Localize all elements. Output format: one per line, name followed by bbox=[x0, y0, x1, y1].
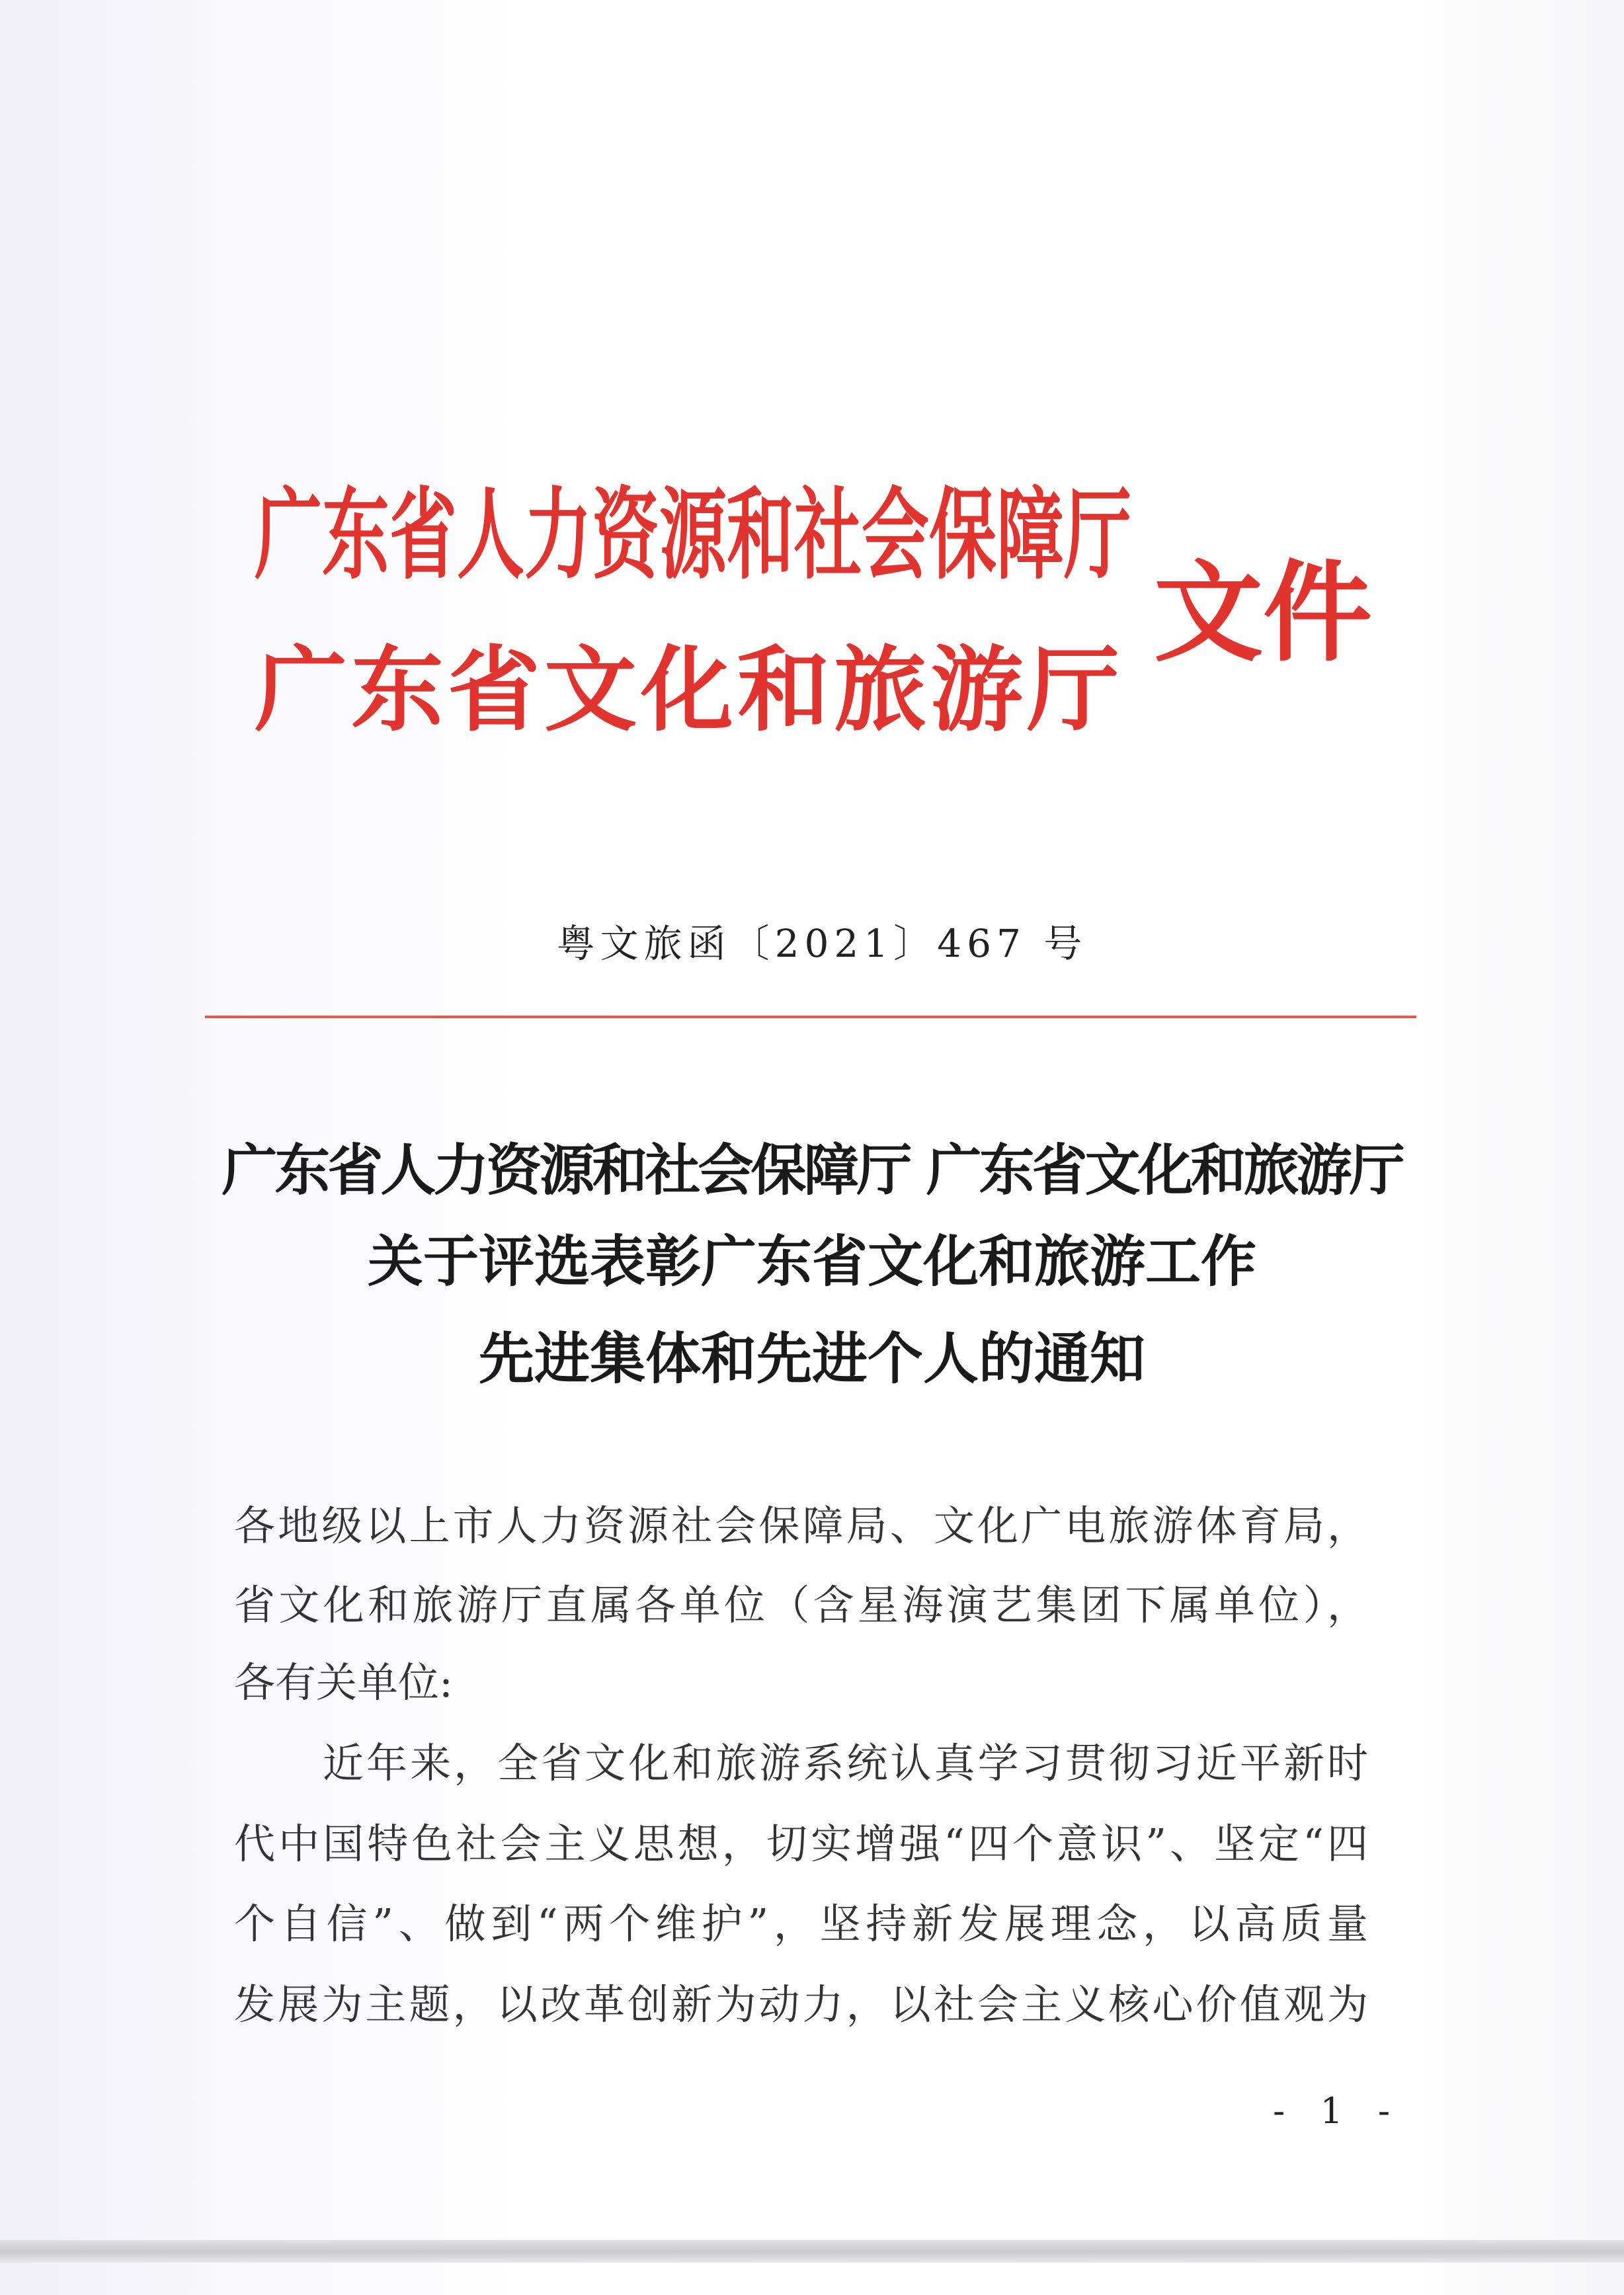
issuer-line-1: 广东省人力资源和社会保障厅 bbox=[255, 478, 1132, 593]
paragraph-line: 近年来，全省文化和旅游系统认真学习贯彻习近平新时 bbox=[323, 1739, 1368, 1787]
title-line-2: 关于评选表彰广东省文化和旅游工作 bbox=[367, 1229, 1256, 1294]
addressee-line: 各地级以上市人力资源社会保障局、文化广电旅游体育局， bbox=[234, 1502, 1368, 1550]
red-divider bbox=[205, 1016, 1416, 1018]
document-number: 粤文旅函〔2021〕467 号 bbox=[556, 921, 1088, 966]
issuer-line-2: 广东省文化和旅游厅 bbox=[255, 637, 1124, 745]
document-type-label: 文件 bbox=[1154, 549, 1372, 676]
title-line-1: 广东省人力资源和社会保障厅 广东省文化和旅游厅 bbox=[222, 1138, 1402, 1203]
addressee-line: 省文化和旅游厅直属各单位（含星海演艺集团下属单位）， bbox=[234, 1581, 1368, 1629]
page-number: - 1 - bbox=[1273, 2090, 1402, 2132]
paragraph-line: 代中国特色社会主义思想，切实增强“四个意识”、坚定“四 bbox=[234, 1820, 1368, 1868]
addressee-line: 各有关单位: bbox=[234, 1658, 453, 1707]
title-line-3: 先进集体和先进个人的通知 bbox=[478, 1326, 1145, 1391]
scan-edge bbox=[0, 2240, 1624, 2263]
paragraph-line: 发展为主题，以改革创新为动力，以社会主义核心价值观为 bbox=[234, 1980, 1368, 2029]
paragraph-line: 个自信”、做到“两个维护”，坚持新发展理念，以高质量 bbox=[234, 1900, 1368, 1948]
